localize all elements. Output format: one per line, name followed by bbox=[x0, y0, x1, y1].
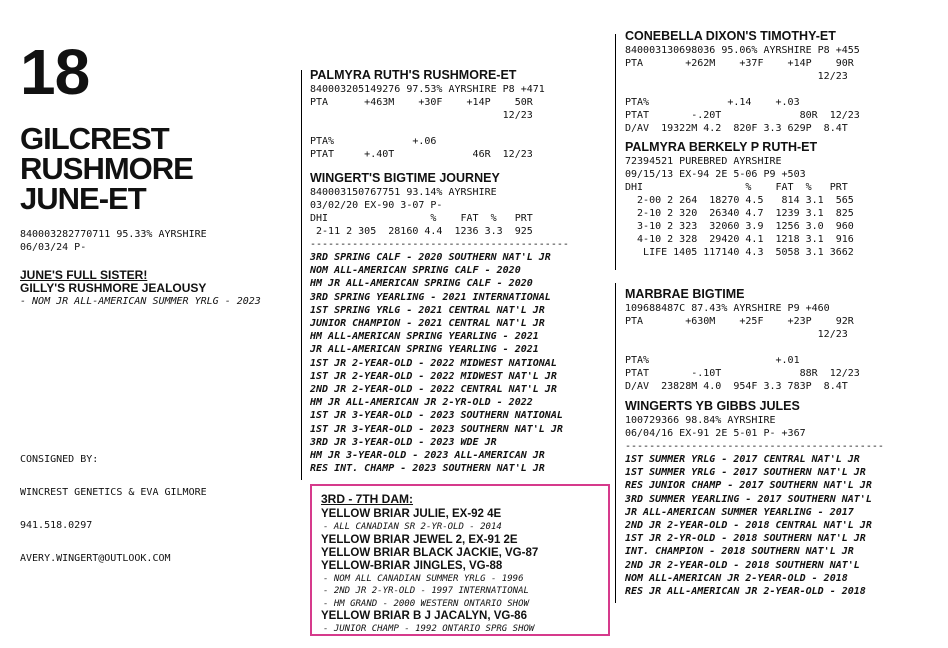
award-line: RES INT. CHAMP - 2023 SOUTHERN NAT'L JR bbox=[310, 463, 545, 475]
dams-sire-line: PTAT -.10T 88R 12/23 bbox=[625, 368, 860, 379]
award-line: HM JR ALL-AMERICAN JR 2-YR-OLD - 2022 bbox=[310, 397, 533, 409]
sires-dam-line: 2-00 2 264 18270 4.5 814 3.1 565 bbox=[625, 195, 854, 206]
award-line: JUNIOR CHAMPION - 2021 CENTRAL NAT'L JR bbox=[310, 318, 545, 330]
dam-line: 840003150767751 93.14% AYRSHIRE bbox=[310, 187, 497, 198]
dams-dam-awards bbox=[625, 453, 884, 598]
sire-line: PTAT +.40T 46R 12/23 bbox=[310, 149, 533, 160]
sires-dam-line: 4-10 2 328 29420 4.1 1218 3.1 916 bbox=[625, 234, 854, 245]
lot-number: 18 bbox=[20, 36, 90, 108]
sires-sire-line: 840003130698036 95.06% AYRSHIRE P8 +455 bbox=[625, 45, 860, 56]
ancestor-dam-name: YELLOW BRIAR JEWEL 2, EX-91 2E bbox=[321, 533, 518, 546]
ancestor-dam-name: YELLOW-BRIAR JINGLES, VG-88 bbox=[321, 559, 503, 572]
sires-sire-name: CONEBELLA DIXON'S TIMOTHY-ET bbox=[625, 29, 836, 43]
sister-name: GILLY'S RUSHMORE JEALOUSY bbox=[20, 281, 207, 295]
sires-dam-line: 72394521 PUREBRED AYRSHIRE bbox=[625, 156, 782, 167]
sires-sire-line: PTA% +.14 +.03 bbox=[625, 97, 800, 108]
dams-sire-block bbox=[625, 287, 860, 393]
award-line: 1ST SUMMER YRLG - 2017 CENTRAL NAT'L JR bbox=[625, 454, 860, 465]
sires-sire-line: 12/23 bbox=[625, 71, 848, 82]
animal-name-line: RUSHMORE bbox=[20, 151, 193, 186]
award-line: 1ST SUMMER YRLG - 2017 SOUTHERN NAT'L JR bbox=[625, 467, 866, 479]
sire-name: PALMYRA RUTH'S RUSHMORE-ET bbox=[310, 68, 517, 82]
sire-sire-rule bbox=[615, 34, 616, 270]
consignor-name: WINCREST GENETICS & EVA GILMORE bbox=[20, 487, 207, 498]
sires-sire-line: PTAT -.20T 80R 12/23 bbox=[625, 110, 860, 121]
award-line: 2ND JR 2-YEAR-OLD - 2022 CENTRAL NAT'L JR bbox=[310, 384, 557, 396]
sire-line bbox=[310, 122, 545, 135]
consignor-phone: 941.518.0297 bbox=[20, 520, 93, 531]
dams-sire-line: 109688487C 87.43% AYRSHIRE P9 +460 bbox=[625, 303, 830, 314]
award-line: INT. CHAMPION - 2018 SOUTHERN NAT'L JR bbox=[625, 546, 854, 558]
dams-sire-line: 12/23 bbox=[625, 329, 848, 340]
sire-line: 840003205149276 97.53% AYRSHIRE P8 +471 bbox=[310, 84, 545, 95]
award-line: RES JUNIOR CHAMP - 2017 SOUTHERN NAT'L JR bbox=[625, 480, 872, 492]
ancestor-dam-note: - HM GRAND - 2000 WESTERN ONTARIO SHOW bbox=[323, 598, 529, 609]
sire-line: PTA +463M +30F +14P 50R bbox=[310, 97, 533, 108]
award-line: 1ST JR 2-YEAR-OLD - 2022 MIDWEST NATIONAL bbox=[310, 357, 557, 369]
dams-sire-line: PTA% +.01 bbox=[625, 355, 800, 366]
award-line: NOM ALL-AMERICAN SPRING CALF - 2020 bbox=[310, 265, 521, 277]
dam-line: ------------------------------------------- bbox=[310, 239, 569, 250]
sires-dam-line: LIFE 1405 117140 4.3 5058 3.1 3662 bbox=[625, 247, 854, 258]
animal-name-line: JUNE-ET bbox=[20, 181, 146, 216]
ancestor-dam-note: - NOM ALL CANADIAN SUMMER YRLG - 1996 bbox=[323, 573, 524, 584]
award-line: RES JR ALL-AMERICAN JR 2-YEAR-OLD - 2018 bbox=[625, 586, 866, 598]
sister-award: - NOM JR ALL-AMERICAN SUMMER YRLG - 2023 bbox=[20, 296, 261, 307]
sires-sire-block bbox=[625, 29, 860, 135]
award-line: 1ST JR 2-YR-OLD - 2018 SOUTHERN NAT'L JR bbox=[625, 533, 866, 545]
award-line: JR ALL-AMERICAN SUMMER YEARLING - 2017 bbox=[625, 506, 854, 518]
sires-sire-line: D/AV 19322M 4.2 820F 3.3 629P 8.4T bbox=[625, 123, 848, 134]
consignor bbox=[20, 432, 207, 575]
award-line: 3RD JR 3-YEAR-OLD - 2023 WDE JR bbox=[310, 436, 497, 448]
award-line: JR ALL-AMERICAN SPRING YEARLING - 2021 bbox=[310, 344, 539, 356]
ancestor-dam-name: YELLOW BRIAR B J JACALYN, VG-86 bbox=[321, 610, 527, 622]
ancestor-dams-box bbox=[310, 484, 610, 636]
animal-name bbox=[20, 121, 193, 216]
animal-birthdate: 06/03/24 P- bbox=[20, 242, 87, 253]
award-line: 3RD SUMMER YEARLING - 2017 SOUTHERN NAT'L bbox=[625, 493, 872, 505]
ancestor-dam-note: - ALL CANADIAN SR 2-YR-OLD - 2014 bbox=[323, 522, 502, 532]
consignor-label: CONSIGNED BY: bbox=[20, 454, 99, 465]
animal-registration: 840003282770711 95.33% AYRSHIRE bbox=[20, 229, 207, 240]
dam-block bbox=[310, 171, 569, 475]
award-line: HM ALL-AMERICAN SPRING YEARLING - 2021 bbox=[310, 331, 539, 343]
ancestor-dams-heading: 3RD - 7TH DAM: bbox=[321, 492, 413, 506]
dams-sire-name: MARBRAE BIGTIME bbox=[625, 287, 745, 301]
dam-sire-rule bbox=[615, 283, 616, 603]
ancestor-dam-name: YELLOW BRIAR BLACK JACKIE, VG-87 bbox=[321, 546, 539, 559]
dams-dam-line: 100729366 98.84% AYRSHIRE bbox=[625, 415, 776, 426]
sires-dam-line: 09/15/13 EX-94 2E 5-06 P9 +503 bbox=[625, 169, 806, 180]
sires-sire-line bbox=[625, 83, 860, 96]
dams-dam-line: ------------------------------------------- bbox=[625, 441, 884, 452]
dams-sire-line bbox=[625, 341, 860, 354]
sires-dam-block bbox=[625, 140, 854, 259]
sires-dam-line: DHI % FAT % PRT bbox=[625, 182, 848, 193]
dams-dam-block bbox=[625, 399, 884, 598]
dam-line: 03/02/20 EX-90 3-07 P- bbox=[310, 200, 443, 211]
sire-line: PTA% +.06 bbox=[310, 136, 437, 147]
award-line: 1ST JR 2-YEAR-OLD - 2022 MIDWEST NAT'L JR bbox=[310, 370, 557, 382]
award-line: HM JR 3-YEAR-OLD - 2023 ALL-AMERICAN JR bbox=[310, 450, 545, 462]
award-line: NOM ALL-AMERICAN JR 2-YEAR-OLD - 2018 bbox=[625, 572, 848, 584]
ancestor-dam-note: - 2ND JR 2-YR-OLD - 1997 INTERNATIONAL bbox=[323, 586, 529, 596]
award-line: 3RD SPRING YEARLING - 2021 INTERNATIONAL bbox=[310, 291, 551, 303]
award-line: 1ST JR 3-YEAR-OLD - 2023 SOUTHERN NATIONAL bbox=[310, 410, 563, 422]
dam-name: WINGERT'S BIGTIME JOURNEY bbox=[310, 171, 500, 185]
ancestor-dam-note: - JUNIOR CHAMP - 1992 ONTARIO SPRG SHOW bbox=[323, 624, 535, 634]
award-line: 2ND JR 2-YEAR-OLD - 2018 CENTRAL NAT'L JR bbox=[625, 520, 872, 532]
animal-name-line: GILCREST bbox=[20, 121, 169, 156]
award-line: 1ST JR 3-YEAR-OLD - 2023 SOUTHERN NAT'L JR bbox=[310, 423, 563, 435]
sires-dam-line: 2-10 2 320 26340 4.7 1239 3.1 825 bbox=[625, 208, 854, 219]
dam-awards bbox=[310, 251, 569, 475]
dams-dam-line: 06/04/16 EX-91 2E 5-01 P- +367 bbox=[625, 428, 806, 439]
sires-dam-line: 3-10 2 323 32060 3.9 1256 3.0 960 bbox=[625, 221, 854, 232]
award-line: HM JR ALL-AMERICAN SPRING CALF - 2020 bbox=[310, 278, 533, 290]
sires-dam-name: PALMYRA BERKELY P RUTH-ET bbox=[625, 140, 818, 154]
dams-dam-name: WINGERTS YB GIBBS JULES bbox=[625, 399, 800, 413]
sire-line: 12/23 bbox=[310, 110, 533, 121]
sire-block bbox=[310, 68, 545, 161]
dam-line: DHI % FAT % PRT bbox=[310, 213, 533, 224]
dams-sire-line: D/AV 23828M 4.0 954F 3.3 783P 8.4T bbox=[625, 381, 848, 392]
award-line: 3RD SPRING CALF - 2020 SOUTHERN NAT'L JR bbox=[310, 252, 551, 263]
award-line: 1ST SPRING YRLG - 2021 CENTRAL NAT'L JR bbox=[310, 304, 545, 316]
award-line: 2ND JR 2-YEAR-OLD - 2018 SOUTHERN NAT'L bbox=[625, 559, 860, 571]
consignor-email: AVERY.WINGERT@OUTLOOK.COM bbox=[20, 553, 171, 564]
sire-side-rule bbox=[301, 70, 302, 480]
sires-sire-line: PTA +262M +37F +14P 90R bbox=[625, 58, 854, 69]
dams-sire-line: PTA +630M +25F +23P 92R bbox=[625, 316, 854, 327]
dam-line: 2-11 2 305 28160 4.4 1236 3.3 925 bbox=[310, 226, 533, 237]
sister-heading: JUNE'S FULL SISTER! bbox=[20, 268, 148, 282]
ancestor-dam-name: YELLOW BRIAR JULIE, EX-92 4E bbox=[321, 508, 502, 520]
ancestor-dams-list bbox=[321, 508, 538, 636]
